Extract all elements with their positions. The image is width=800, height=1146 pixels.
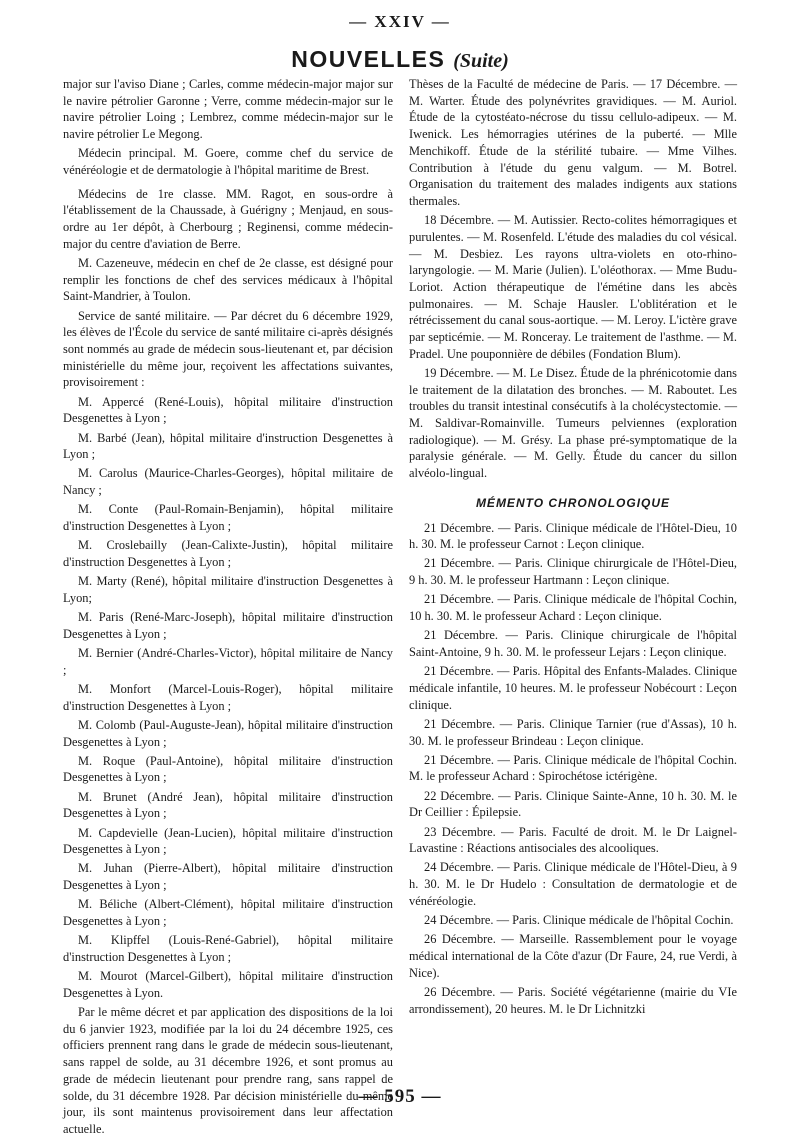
right-paragraph: 26 Décembre. — Marseille. Rassemblement pour le voyage médical international de la Côte d'azur (Dr Faure, 24, rue Verdi, à Nice). bbox=[409, 932, 737, 980]
left-paragraph: M. Klipffel (Louis-René-Gabriel), hôpital militaire d'instruction Desgenettes à Lyon ; bbox=[63, 933, 393, 964]
right-paragraph: 22 Décembre. — Paris. Clinique Sainte-Anne, 10 h. 30. M. le Dr Ceillier : Épilepsie. bbox=[409, 788, 737, 820]
left-paragraph: M. Bernier (André-Charles-Victor), hôpital militaire de Nancy ; bbox=[63, 646, 393, 677]
right-paragraph: 21 Décembre. — Paris. Clinique médicale de l'hôpital Cochin, 10 h. 30. M. le professeur Achard : Leçon clinique. bbox=[409, 592, 737, 624]
left-paragraph: Service de santé militaire. — Par décret du 6 décembre 1929, les élèves de l'École du service de santé militaire ci-après désignés sont nommés au grade de médecin sous-lieutenant et, par décision ministérielle du même jour, reçoivent les affectations suivantes, provisoirement : bbox=[63, 308, 393, 390]
left-paragraph: Par le même décret et par application des dispositions de la loi du 6 janvier 1923, modifiée par la loi du 24 décembre 1925, ces officiers prennent rang dans le grade de médecin sous-lieutenant, sans rappel de solde, au 31 décembre 1926, et sont promus au grade de médecin lieutenant pour prendre rang, sans rappel de solde, du 31 décembre 1928. Par décision ministérielle du même jour, ils sont maintenus provisoirement dans leur affectation actuelle. bbox=[63, 1005, 393, 1136]
left-paragraph: M. Croslebailly (Jean-Calixte-Justin), hôpital militaire d'instruction Desgenettes à Lyon ; bbox=[63, 538, 393, 569]
left-paragraph: M. Roque (Paul-Antoine), hôpital militaire d'instruction Desgenettes à Lyon ; bbox=[63, 753, 393, 785]
right-column bbox=[409, 76, 737, 1020]
right-paragraph: 24 Décembre. — Paris. Clinique médicale de l'hôpital Cochin. bbox=[424, 913, 734, 928]
roman-page-number: — XXIV — bbox=[349, 12, 451, 31]
left-paragraph: M. Colomb (Paul-Auguste-Jean), hôpital militaire d'instruction Desgenettes à Lyon ; bbox=[63, 717, 393, 749]
left-paragraph: Médecins de 1re classe. MM. Ragot, en sous-ordre à l'établissement de la Chaussade, à Guérigny ; Menjaud, en sous-ordre au 1er dépôt, à Cherbourg ; Reginensi, comme médecin-major du centre d'aviation de Berre. bbox=[63, 186, 393, 251]
right-paragraph: 23 Décembre. — Paris. Faculté de droit. M. le Dr Laignel-Lavastine : Réactions antisociales des alcooliques. bbox=[409, 824, 737, 856]
section-title-main: NOUVELLES bbox=[291, 46, 446, 72]
right-paragraph: 19 Décembre. — M. Le Disez. Étude de la phrénicotomie dans le traitement de la dilatation des bronches. — M. Raboutet. Les troubles du transit intestinal consécutifs à la cholécystectomie. — M. Saldivar-Romainville. Tumeurs pelviennes (exploration radiologique). — M. Grésy. La phase pré-symptomatique de la paralysie générale. — M. Gelly. Étude du cancer du sillon alvéolo-lingual. bbox=[409, 365, 737, 481]
left-paragraph: M. Béliche (Albert-Clément), hôpital militaire d'instruction Desgenettes à Lyon ; bbox=[63, 897, 393, 929]
left-paragraph: M. Barbé (Jean), hôpital militaire d'instruction Desgenettes à Lyon ; bbox=[63, 430, 393, 462]
right-paragraph: 21 Décembre. — Paris. Clinique médicale de l'Hôtel-Dieu, 10 h. 30. M. le professeur Carnot : Leçon clinique. bbox=[409, 520, 737, 552]
left-paragraph: M. Juhan (Pierre-Albert), hôpital militaire d'instruction Desgenettes à Lyon ; bbox=[63, 861, 393, 893]
left-paragraph: M. Marty (René), hôpital militaire d'instruction Desgenettes à Lyon; bbox=[63, 574, 393, 605]
right-paragraph: 21 Décembre. — Paris. Clinique Tarnier (rue d'Assas), 10 h. 30. M. le professeur Brindeau : Leçon clinique. bbox=[409, 716, 737, 748]
left-paragraph: M. Monfort (Marcel-Louis-Roger), hôpital militaire d'instruction Desgenettes à Lyon ; bbox=[63, 681, 393, 713]
page-number: — 595 — bbox=[358, 1086, 442, 1107]
section-title-suffix: (Suite) bbox=[453, 50, 509, 72]
left-column bbox=[63, 76, 393, 1140]
left-paragraph: M. Carolus (Maurice-Charles-Georges), hôpital militaire de Nancy ; bbox=[63, 466, 393, 498]
right-paragraph: 26 Décembre. — Paris. Société végétarienne (mairie du VIe arrondissement), 20 heures. M. le Dr Lichnitzki bbox=[409, 984, 737, 1016]
right-paragraph: MÉMENTO CHRONOLOGIQUE bbox=[475, 495, 671, 510]
right-paragraph: 18 Décembre. — M. Autissier. Recto-colites hémorragiques et purulentes. — M. Rosenfeld. L'étude des maladies du col vésical. — M. Desbiez. Les rayons ultra-violets en oto-rhino-laryngologie. — M. Marie (Julien). L'oléothorax. — Mme Budu-Loriot. Action thérapeutique de l'émétine dans les abcès pulmonaires. — M. Schaje Hausler. L'oblitération et le rétrécissement du canal sous-aortique. — M. Leroy. L'ictère grave par septicémie. — M. Ronceray. Le traitement de l'asthme. — M. Pradel. Une pouponnière de débiles (Fondation Blum). bbox=[409, 213, 737, 361]
left-paragraph: M. Mourot (Marcel-Gilbert), hôpital militaire d'instruction Desgenettes à Lyon. bbox=[63, 969, 393, 1000]
right-paragraph: 24 Décembre. — Paris. Clinique médicale de l'Hôtel-Dieu, à 9 h. 30. M. le Dr Hudelo : Consultation de dermatologie et de vénéréologie. bbox=[409, 860, 737, 908]
left-paragraph: M. Brunet (André Jean), hôpital militaire d'instruction Desgenettes à Lyon ; bbox=[63, 789, 393, 821]
left-paragraph: M. Capdevielle (Jean-Lucien), hôpital militaire d'instruction Desgenettes à Lyon ; bbox=[63, 825, 393, 857]
left-paragraph: M. Paris (René-Marc-Joseph), hôpital militaire d'instruction Desgenettes à Lyon ; bbox=[63, 610, 393, 641]
left-paragraph: M. Appercé (René-Louis), hôpital militaire d'instruction Desgenettes à Lyon ; bbox=[63, 394, 393, 426]
left-paragraph: M. Cazeneuve, médecin en chef de 2e classe, est désigné pour remplir les fonctions de chef des services médicaux à l'hôpital Saint-Mandrier, à Toulon. bbox=[63, 256, 393, 304]
section-title bbox=[0, 46, 800, 73]
left-paragraph: Médecin principal. M. Goere, comme chef du service de vénéréologie et de dermatologie à l'hôpital maritime de Brest. bbox=[63, 146, 393, 178]
right-paragraph: 21 Décembre. — Paris. Clinique médicale de l'hôpital Cochin. M. le professeur Achard : Spirochétose ictérigène. bbox=[409, 752, 737, 784]
left-paragraph: M. Conte (Paul-Romain-Benjamin), hôpital militaire d'instruction Desgenettes à Lyon ; bbox=[63, 502, 393, 534]
right-paragraph: 21 Décembre. — Paris. Clinique chirurgicale de l'Hôtel-Dieu, 9 h. 30. M. le professeur Hartmann : Leçon clinique. bbox=[409, 556, 737, 588]
right-paragraph: 21 Décembre. — Paris. Hôpital des Enfants-Malades. Clinique médicale infantile, 10 heures. M. le professeur Nobécourt : Leçon clinique. bbox=[409, 664, 737, 712]
left-paragraph: major sur l'aviso Diane ; Carles, comme médecin-major major sur le navire pétrolier Garonne ; Verre, comme médecin-major sur le navire pétrolier Loing ; Lembrez, comme médecin-major sur le navire pétrolier Le Megong. bbox=[63, 77, 393, 142]
right-paragraph: 21 Décembre. — Paris. Clinique chirurgicale de l'hôpital Saint-Antoine, 9 h. 30. M. le professeur Lejars : Leçon clinique. bbox=[409, 628, 737, 659]
right-paragraph: Thèses de la Faculté de médecine de Paris. — 17 Décembre. — M. Warter. Étude des polynévrites gravidiques. — M. Auriol. Étude de la cytostéato-nécrose du tissu cellulo-adipeux. — M. Iwenick. Les hémorragies utérines de la puberté. — Mlle Menchikoff. Étude de la stérilité tubaire. — Mme Vilhes. Contribution à l'étude du genu valgum. — M. Botrel. Organisation du traitement des malades indigents aux stations thermales. bbox=[409, 77, 737, 208]
